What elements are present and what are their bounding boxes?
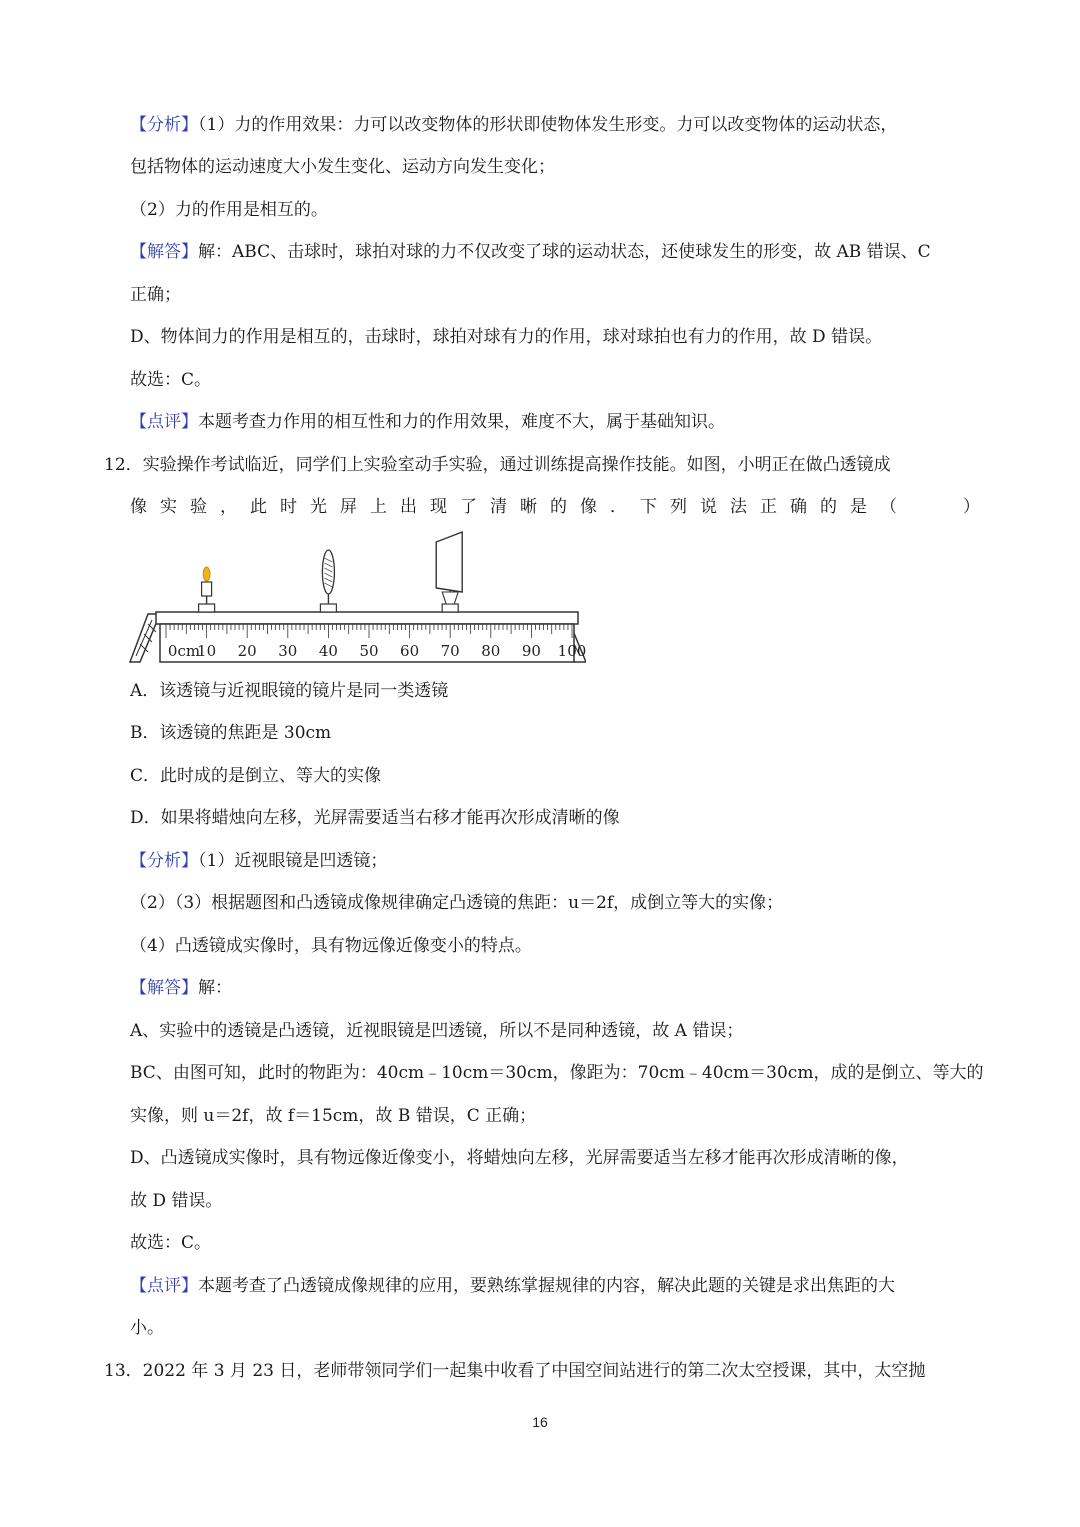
question-char: 是 (850, 497, 867, 517)
candle-body (202, 582, 212, 596)
question-12-line (104, 452, 891, 478)
scale-label: 30 (278, 642, 298, 660)
review-text: 本题考查力作用的相互性和力的作用效果，难度不大，属于基础知识。 (198, 412, 725, 432)
review-tag: 【点评】 (130, 412, 198, 432)
analysis-line: （2）力的作用是相互的。 (130, 200, 328, 220)
analysis-line: 包括物体的运动速度大小发生变化、运动方向发生变化； (130, 157, 555, 177)
question-char: 清 (490, 497, 507, 517)
question-char: ． (610, 497, 627, 517)
question-char: 上 (370, 497, 387, 517)
question-char: 实 (160, 497, 177, 517)
review-tag: 【点评】 (130, 1276, 198, 1296)
question-char: ） (963, 497, 980, 517)
scale-label: 10 (197, 642, 217, 660)
analysis-line (130, 848, 387, 874)
scale-label: 40 (318, 642, 338, 660)
analysis-text: （1）近视眼镜是凹透镜； (198, 851, 388, 871)
question-char: 的 (820, 497, 837, 517)
question-number: 13． (104, 1361, 143, 1381)
answer-text: 解：ABC、击球时，球拍对球的力不仅改变了球的运动状态，还使球发生的形变，故 AB 错误、C (198, 242, 931, 262)
question-char: 列 (670, 497, 687, 517)
analysis-tag: 【分析】 (130, 851, 198, 871)
answer-line (130, 239, 931, 265)
analysis-line: （4）凸透镜成实像时，具有物远像近像变小的特点。 (130, 936, 532, 956)
bench-devices (199, 532, 463, 612)
answer-tag: 【解答】 (130, 978, 198, 998)
convex-lens (322, 550, 334, 594)
scale-label: 90 (521, 642, 541, 660)
analysis-line: （2）（3）根据题图和凸透镜成像规律确定凸透镜的焦距：u＝2f，成倒立等大的实像； (130, 893, 784, 913)
question-text: 2022 年 3 月 23 日，老师带领同学们一起集中收看了中国空间站进行的第二次太空授课，其中，太空抛 (142, 1361, 926, 1381)
option-b: B．该透镜的焦距是 30cm (130, 723, 332, 743)
answer-line (130, 975, 232, 1001)
scale-label: 60 (400, 642, 420, 660)
question-13-line (104, 1358, 925, 1384)
review-line (130, 409, 725, 435)
answer-line: D、凸透镜成实像时，具有物远像近像变小，将蜡烛向左移，光屏需要适当左移才能再次形成清晰的像， (130, 1148, 909, 1168)
answer-text: 解： (198, 978, 232, 998)
answer-line: 实像，则 u＝2f，故 f＝15cm，故 B 错误，C 正确； (130, 1106, 537, 1126)
question-char: 下 (640, 497, 657, 517)
question-char: 说 (700, 497, 717, 517)
question-char: （ (880, 497, 897, 517)
question-text: 实验操作考试临近，同学们上实验室动手实验，通过训练提高操作技能。如图，小明正在做凸透镜成 (142, 455, 891, 475)
scale-label: 20 (237, 642, 257, 660)
light-screen (436, 532, 462, 592)
question-char: 法 (730, 497, 747, 517)
question-char: 像 (580, 497, 597, 517)
answer-line: 故选：C。 (130, 370, 212, 390)
answer-line: BC、由图可知，此时的物距为：40cm﹣10cm＝30cm，像距为：70cm﹣40cm＝30cm，成的是倒立、等大的 (130, 1063, 984, 1083)
question-char: 确 (790, 497, 807, 517)
answer-line: 故 D 错误。 (130, 1191, 223, 1211)
review-line (130, 1273, 895, 1299)
device-holder (320, 604, 336, 612)
analysis-line (130, 112, 897, 138)
scale-label: 70 (440, 642, 460, 660)
question-char: 此 (250, 497, 267, 517)
device-holder (442, 604, 458, 612)
device-holder (199, 604, 215, 612)
analysis-tag: 【分析】 (130, 115, 198, 135)
answer-line: 故选：C。 (130, 1233, 212, 1253)
answer-line: A、实验中的透镜是凸透镜，近视眼镜是凹透镜，所以不是同种透镜，故 A 错误； (130, 1021, 744, 1041)
page-number: 16 (532, 1414, 548, 1430)
question-char: 光 (310, 497, 327, 517)
question-char (910, 494, 950, 520)
review-line: 小。 (130, 1318, 164, 1338)
question-char: ， (220, 497, 237, 517)
question-char: 了 (460, 497, 477, 517)
question-char: 时 (280, 497, 297, 517)
question-char: 晰 (520, 497, 537, 517)
scale-label: 100 (557, 642, 586, 660)
question-char: 现 (430, 497, 447, 517)
question-number: 12． (104, 455, 143, 475)
candle-flame (203, 567, 210, 581)
answer-tag: 【解答】 (130, 242, 198, 262)
review-text: 本题考查了凸透镜成像规律的应用，要熟练掌握规律的内容，解决此题的关键是求出焦距的大 (198, 1276, 895, 1296)
scale-label: 0cm (167, 642, 201, 660)
option-c: C．此时成的是倒立、等大的实像 (130, 766, 382, 786)
question-12-spread-line (130, 494, 980, 520)
question-char: 验 (190, 497, 207, 517)
answer-line: 正确； (130, 285, 181, 305)
analysis-text: （1）力的作用效果：力可以改变物体的形状即使物体发生形变。力可以改变物体的运动状态， (198, 115, 898, 135)
answer-line: D、物体间力的作用是相互的，击球时，球拍对球有力的作用，球对球拍也有力的作用，故 D 错误。 (130, 327, 883, 347)
scale-label: 50 (359, 642, 379, 660)
optical-bench-figure (126, 528, 586, 668)
bench-rail-top (156, 612, 578, 624)
screen-clamp (442, 592, 458, 604)
option-a: A．该透镜与近视眼镜的镜片是同一类透镜 (130, 681, 449, 701)
scale-label: 80 (481, 642, 501, 660)
question-char: 的 (550, 497, 567, 517)
question-char: 正 (760, 497, 777, 517)
option-d: D．如果将蜡烛向左移，光屏需要适当右移才能再次形成清晰的像 (130, 808, 620, 828)
question-char: 像 (130, 497, 147, 517)
question-char: 出 (400, 497, 417, 517)
question-char: 屏 (340, 497, 357, 517)
